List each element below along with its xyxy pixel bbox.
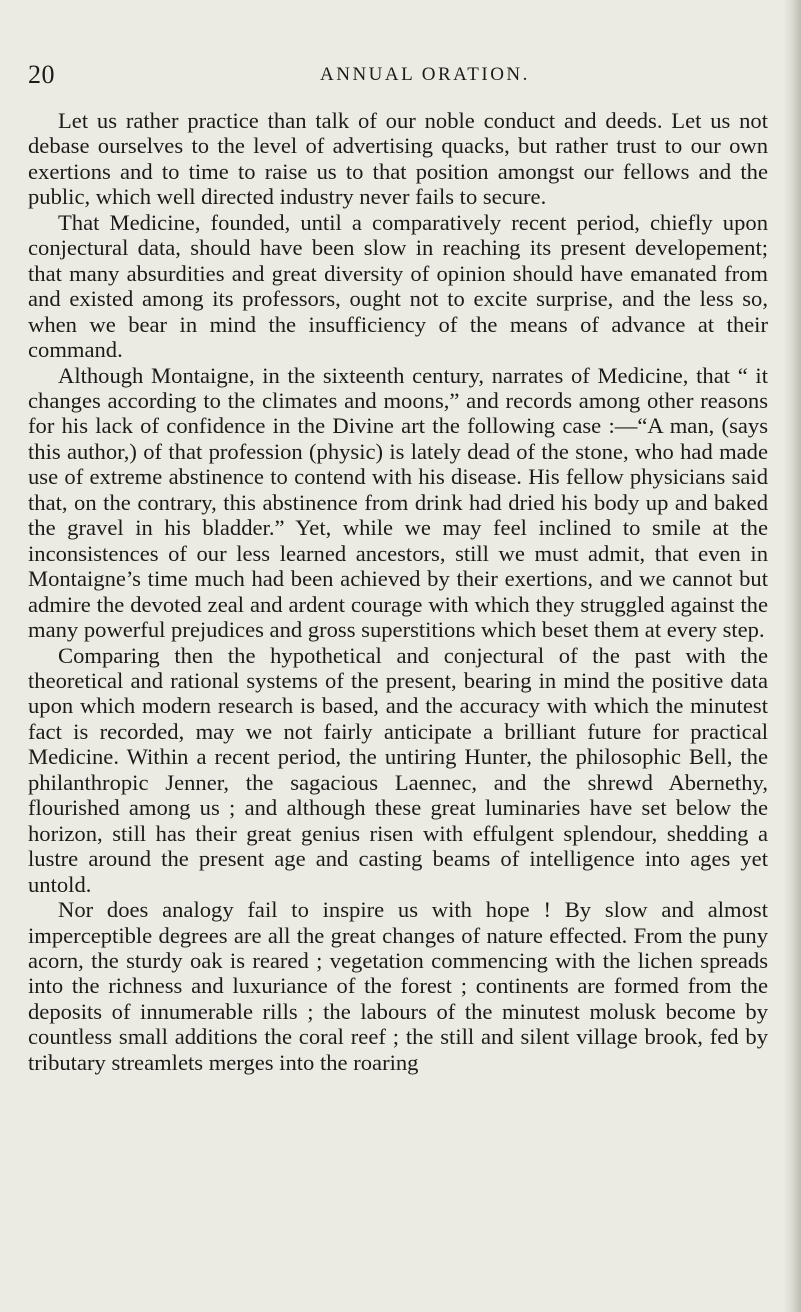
running-title: ANNUAL ORATION. [320,64,530,85]
paragraph: That Medicine, founded, until a comparatively recent period, chiefly upon conjectural data, should have been slow in reaching its present developement; that many absurdities and great diversity of opinion should have emanated from and existed among its professors, ought not to excite surprise, and the less so, when we bear in mind the insufficiency of the means of advance at their command. [28,209,768,363]
body-text [28,108,768,1075]
paragraph: Let us rather practice than talk of our noble conduct and deeds. Let us not debase ourselves to the level of advertising quacks, but rather trust to our own exertions and to time to raise us to that position amongst our fellows and the public, which well directed industry never fails to secure. [28,108,768,210]
paragraph: Although Montaigne, in the sixteenth century, narrates of Medicine, that “ it changes according to the climates and moons,” and records among other reasons for his lack of confidence in the Divine art the following case :—“A man, (says this author,) of that profession (physic) is lately dead of the stone, who had made use of extreme abstinence to contend with his disease. His fellow physicians said that, on the contrary, this abstinence from drink had dried his body up and baked the gravel in his bladder.” Yet, while we may feel inclined to smile at the inconsistences of our less learned ancestors, still we must admit, that even in Montaigne’s time much had been achieved by their exertions, and we cannot but admire the devoted zeal and ardent courage with which they struggled against the many powerful prejudices and gross superstitions which beset them at every step. [28,362,768,643]
page-edge-shadow [783,0,801,1312]
page-number: 20 [28,60,55,89]
paragraph: Nor does analogy fail to inspire us with hope ! By slow and almost imperceptible degrees are all the great changes of nature effected. From the puny acorn, the sturdy oak is reared ; vegetation commencing with the lichen spreads into the richness and luxuriance of the forest ; continents are formed from the deposits of innumerable rills ; the labours of the minutest molusk become by countless small additions the coral reef ; the still and silent village brook, fed by tributary streamlets merges into the roaring [28,897,768,1075]
paragraph: Comparing then the hypothetical and conjectural of the past with the theoretical and rational systems of the present, bearing in mind the positive data upon which modern research is based, and the accuracy with which the minutest fact is recorded, may we not fairly anticipate a brilliant future for practical Medicine. Within a recent period, the untiring Hunter, the philosophic Bell, the philanthropic Jenner, the sagacious Laennec, and the shrewd Abernethy, flourished among us ; and although these great luminaries have set below the horizon, still has their great genius risen with effulgent splendour, shedding a lustre around the present age and casting beams of intelligence into ages yet untold. [28,642,768,897]
running-header [28,60,751,90]
